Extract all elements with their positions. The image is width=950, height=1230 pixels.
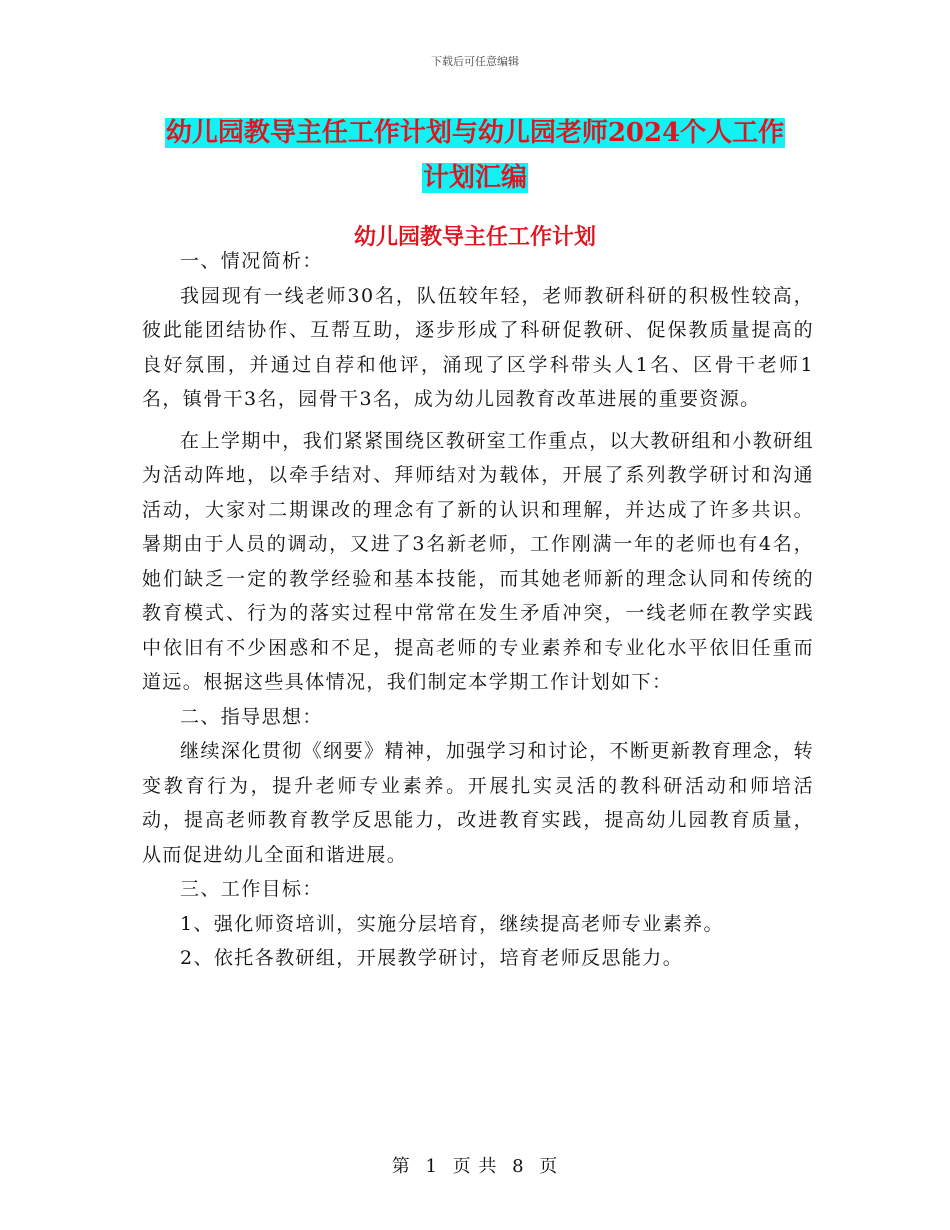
document-title-line-1: 幼儿园教导主任工作计划与幼儿园老师2024个人工作 xyxy=(165,118,785,148)
document-title-line-2: 计划汇编 xyxy=(422,163,527,193)
footer-middle: 页 共 xyxy=(452,1156,498,1177)
heading-work-goals: 三、工作目标： xyxy=(180,878,323,900)
page-footer xyxy=(0,1152,950,1178)
total-pages: 8 xyxy=(512,1156,525,1177)
paragraph: 继续深化贯彻《纲要》精神，加强学习和讨论，不断更新教育理念，转变教育行为，提升老师专业素养。开展扎实灵活的教科研活动和师培活动，提高老师教育教学反思能力，改进教育实践，提高幼儿园教育质量，从而促进幼儿全面和谐进展。 xyxy=(142,740,814,866)
heading-guiding-thought: 二、指导思想： xyxy=(180,705,323,728)
paragraph: 在上学期中，我们紧紧围绕区教研室工作重点，以大教研组和小教研组为活动阵地，以牵手结对、拜师结对为载体，开展了系列教学研讨和沟通活动，大家对二期课改的理念有了新的认识和理解，并达成了许多共识。暑期由于人员的调动，又进了3名新老师，工作刚满一年的老师也有4名，她们缺乏一定的教学经验和基本技能，而其她老师新的理念认同和传统的教育模式、行为的落实过程中常常在发生矛盾冲突，一线老师在教学实践中依旧有不少困惑和不足，提高老师的专业素养和专业化水平依旧任重而道远。根据这些具体情况，我们制定本学期工作计划如下： xyxy=(142,429,814,693)
list-item: 1、强化师资培训，实施分层培育，继续提高老师专业素养。 xyxy=(180,912,724,935)
footer-prefix: 第 xyxy=(391,1156,411,1177)
document-body xyxy=(142,244,814,976)
section-title: 幼儿园教导主任工作计划 xyxy=(353,224,596,250)
heading-situation: 一、情况简析： xyxy=(180,250,323,272)
list-item: 2、依托各教研组，开展教学研讨，培育老师反思能力。 xyxy=(180,947,684,969)
header-note: 下载后可任意编辑 xyxy=(431,55,519,68)
current-page: 1 xyxy=(425,1156,438,1177)
footer-suffix: 页 xyxy=(539,1156,559,1177)
paragraph: 我园现有一线老师30名，队伍较年轻，老师教研科研的积极性较高，彼此能团结协作、互帮互助，逐步形成了科研促教研、促保教质量提高的良好氛围，并通过自荐和他评，涌现了区学科带头人1名、区骨干老师1名，镇骨干3名，园骨干3名，成为幼儿园教育改革进展的重要资源。 xyxy=(142,284,814,410)
